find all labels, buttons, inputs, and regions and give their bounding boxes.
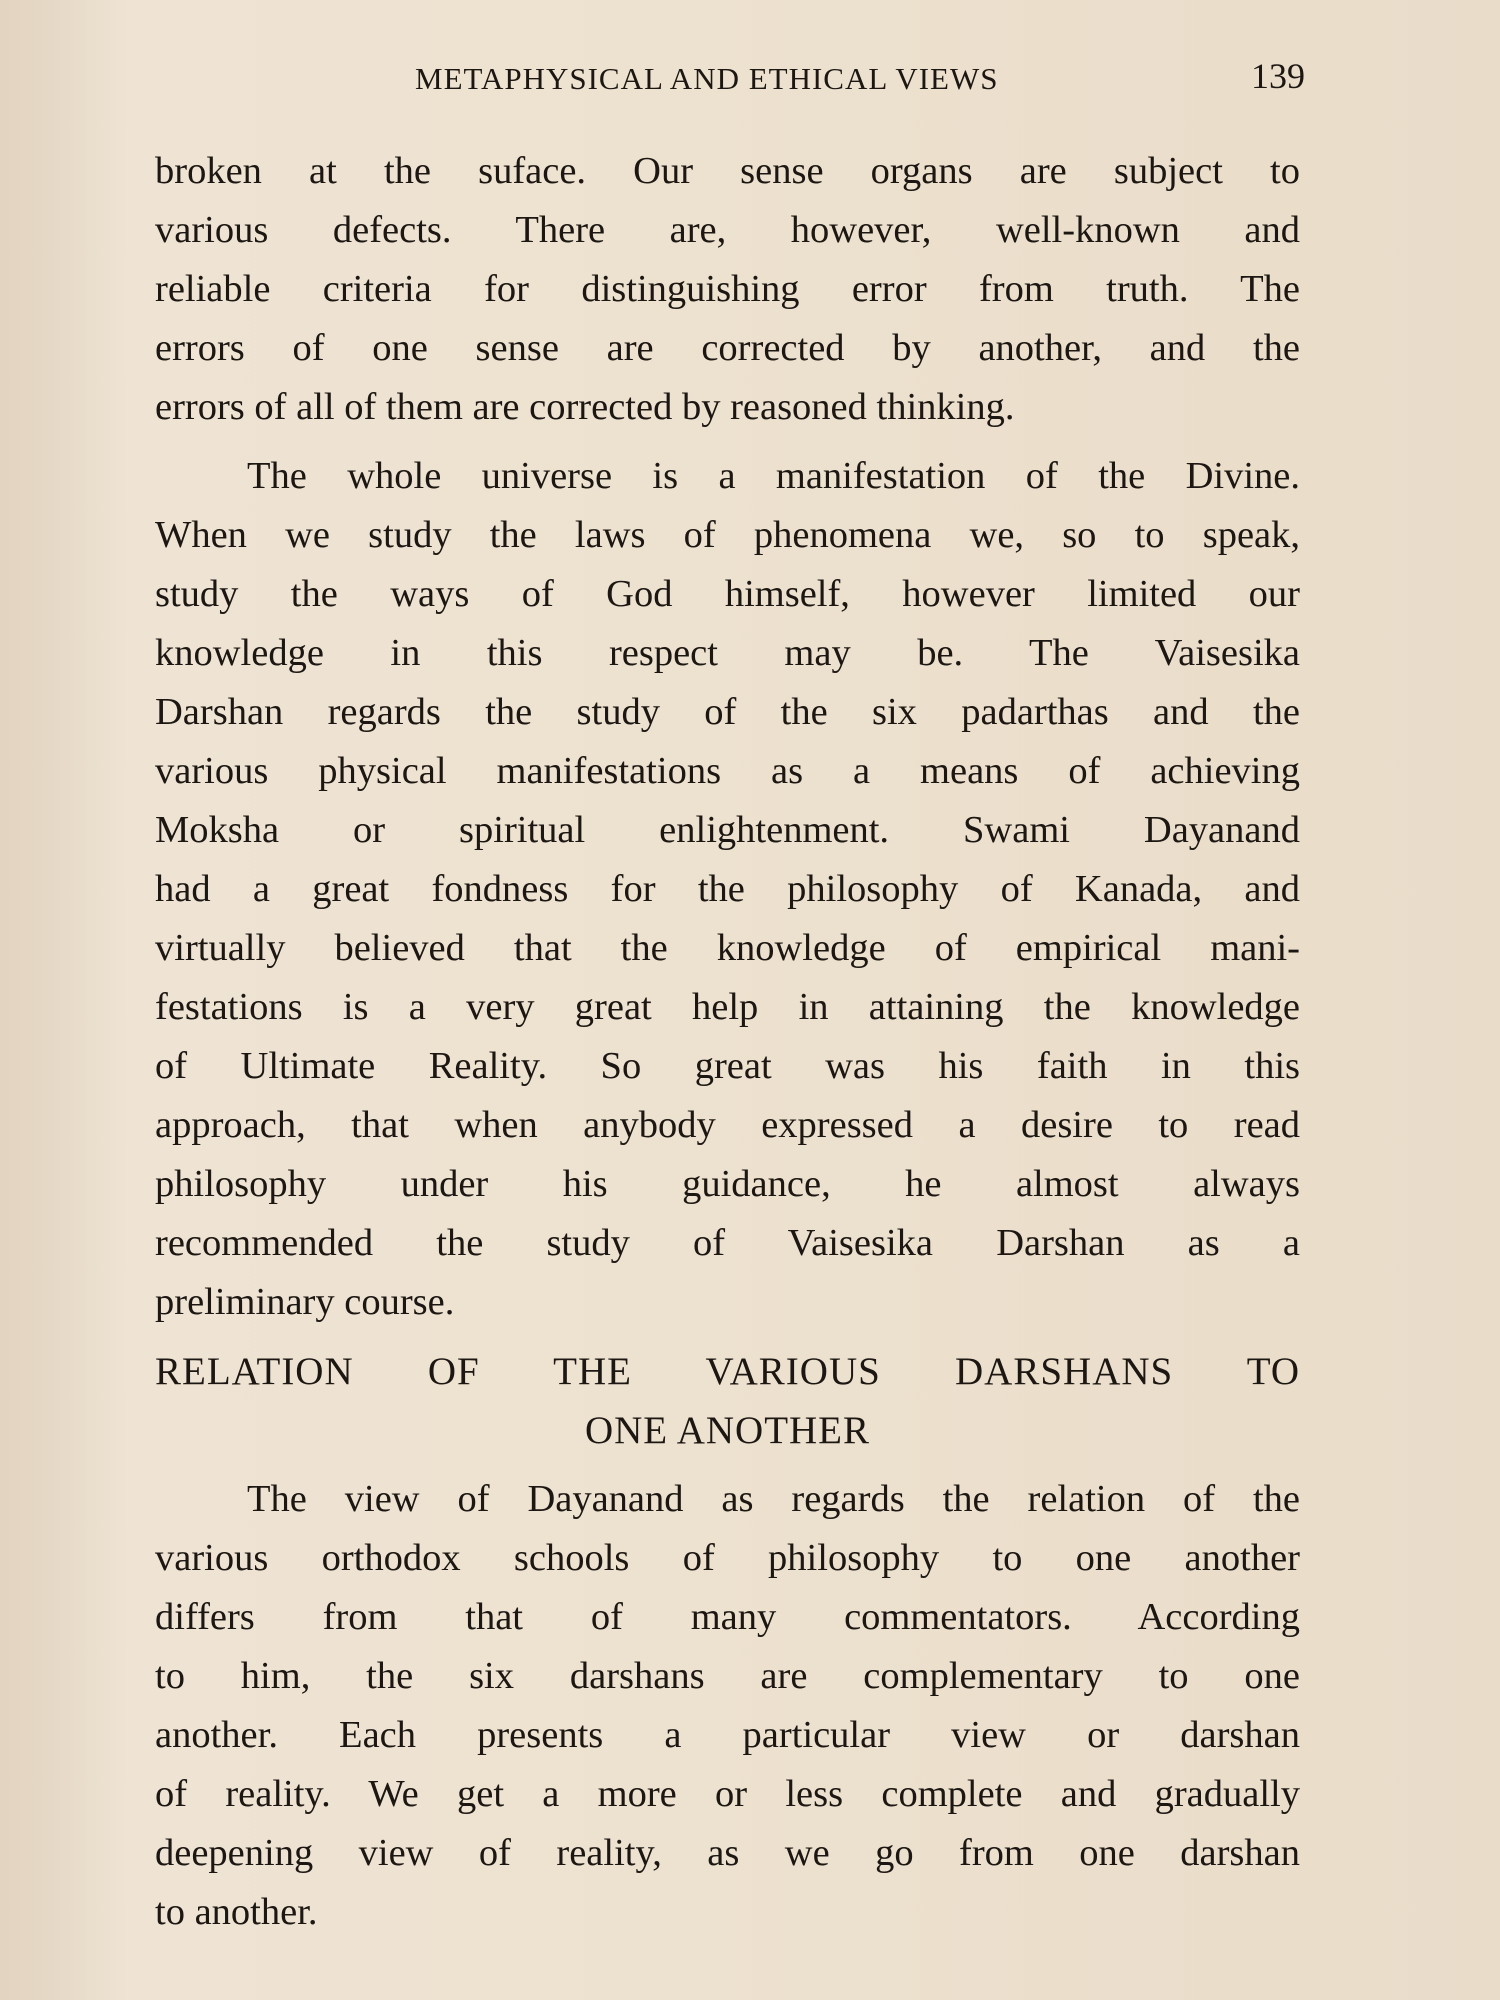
body-text bbox=[155, 142, 1300, 1942]
text-line: approach, that when anybody expressed a desire to read bbox=[155, 1104, 1300, 1146]
text-line: festations is a very great help in attaining the knowledge bbox=[155, 986, 1300, 1028]
paragraph-1 bbox=[155, 142, 1300, 437]
page-header bbox=[155, 55, 1305, 105]
section-heading-line-2: ONE ANOTHER bbox=[584, 1409, 871, 1452]
text-line: deepening view of reality, as we go from one darshan bbox=[155, 1832, 1300, 1874]
text-line: had a great fondness for the philosophy of Kanada, and bbox=[155, 868, 1300, 910]
section-heading bbox=[155, 1342, 1300, 1460]
paragraph-3 bbox=[155, 1470, 1300, 1942]
text-line: errors of one sense are corrected by another, and the bbox=[155, 327, 1300, 369]
text-line: another. Each presents a particular view or darshan bbox=[155, 1714, 1300, 1756]
text-line: of Ultimate Reality. So great was his faith in this bbox=[155, 1045, 1300, 1087]
gutter-shadow bbox=[0, 0, 130, 2000]
text-line: recommended the study of Vaisesika Darshan as a bbox=[155, 1222, 1300, 1264]
text-line: of reality. We get a more or less complete and gradually bbox=[155, 1773, 1300, 1815]
text-line: Darshan regards the study of the six padarthas and the bbox=[155, 691, 1300, 733]
text-line: differs from that of many commentators. According bbox=[155, 1596, 1300, 1638]
text-line: reliable criteria for distinguishing error from truth. The bbox=[155, 268, 1300, 310]
text-line: to him, the six darshans are complementary to one bbox=[155, 1655, 1300, 1697]
text-line: study the ways of God himself, however limited our bbox=[155, 573, 1300, 615]
text-line: broken at the suface. Our sense organs are subject to bbox=[155, 150, 1300, 192]
text-line: The view of Dayanand as regards the relation of the bbox=[247, 1478, 1300, 1520]
text-line: to another. bbox=[155, 1891, 318, 1933]
page-number: 139 bbox=[1251, 56, 1305, 96]
text-line: various orthodox schools of philosophy to one another bbox=[155, 1537, 1300, 1579]
text-line: errors of all of them are corrected by reasoned thinking. bbox=[155, 386, 1015, 428]
text-line: various defects. There are, however, well-known and bbox=[155, 209, 1300, 251]
text-line: philosophy under his guidance, he almost always bbox=[155, 1163, 1300, 1205]
text-line: The whole universe is a manifestation of the Divine. bbox=[247, 455, 1300, 497]
text-line: virtually believed that the knowledge of empirical mani- bbox=[155, 927, 1300, 969]
text-line: When we study the laws of phenomena we, so to speak, bbox=[155, 514, 1300, 556]
text-line: Moksha or spiritual enlightenment. Swami Dayanand bbox=[155, 809, 1300, 851]
running-title: METAPHYSICAL AND ETHICAL VIEWS bbox=[415, 61, 999, 96]
text-line: various physical manifestations as a means of achieving bbox=[155, 750, 1300, 792]
paragraph-2 bbox=[155, 447, 1300, 1332]
section-heading-line-1: RELATION OF THE VARIOUS DARSHANS TO bbox=[155, 1350, 1300, 1393]
text-line: knowledge in this respect may be. The Vaisesika bbox=[155, 632, 1300, 674]
text-line: preliminary course. bbox=[155, 1281, 455, 1323]
